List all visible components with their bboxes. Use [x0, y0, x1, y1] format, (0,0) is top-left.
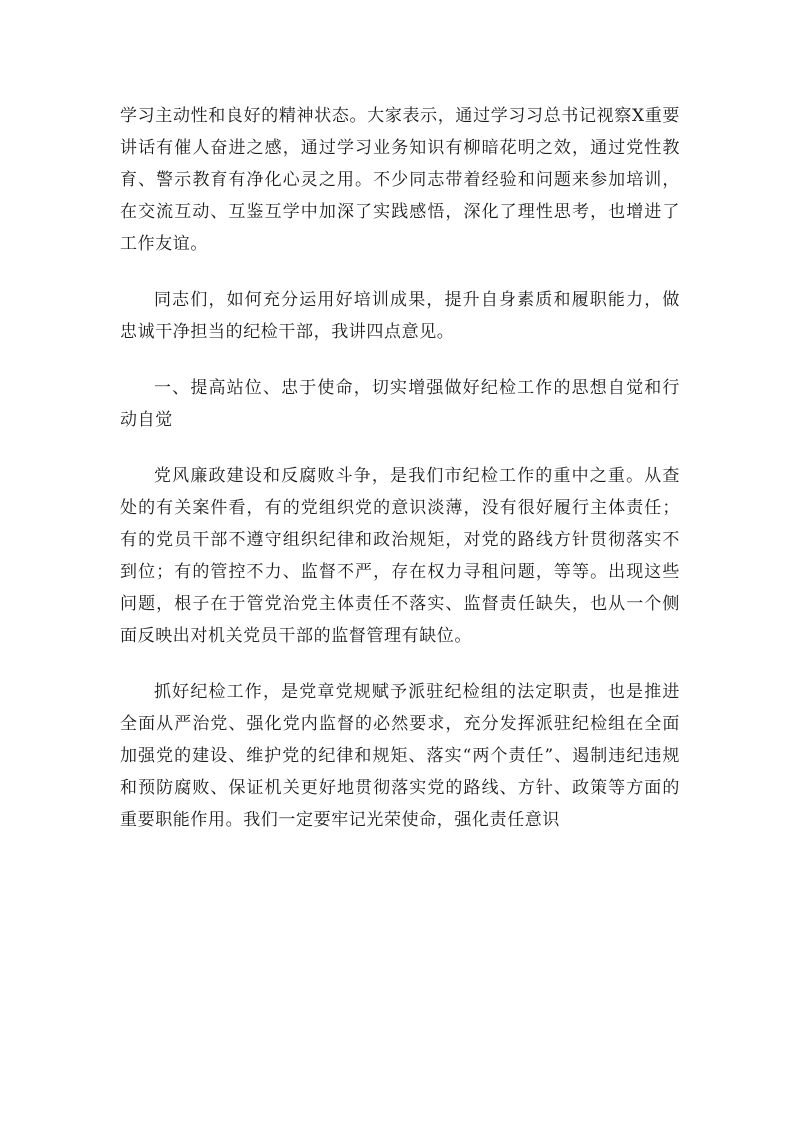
document-body	[120, 100, 680, 860]
paragraph-4: 抓好纪检工作，是党章党规赋予派驻纪检组的法定职责，也是推进全面从严治党、强化党内监督的必然要求，充分发挥派驻纪检组在全面加强党的建设、维护党的纪律和规矩、落实“两个责任”、遏制违纪违规和预防腐败、保证机关更好地贯彻落实党的路线、方针、政策等方面的重要职能作用。我们一定要牢记光荣使命，强化责任意识	[120, 682, 680, 830]
paragraph-3: 党风廉政建设和反腐败斗争，是我们市纪检工作的重中之重。从查处的有关案件看，有的党组织党的意识淡薄，没有很好履行主体责任；有的党员干部不遵守组织纪律和政治规矩，对党的路线方针贯彻落实不到位；有的管控不力、监督不严，存在权力寻租问题，等等。出现这些问题，根子在于管党治党主体责任不落实、监督责任缺失，也从一个侧面反映出对机关党员干部的监督管理有缺位。	[120, 466, 680, 646]
paragraph-1: 学习主动性和良好的精神状态。大家表示，通过学习习总书记视察X重要讲话有催人奋进之感，通过学习业务知识有柳暗花明之效，通过党性教育、警示教育有净化心灵之用。不少同志带着经验和问题来参加培训，在交流互动、互鉴互学中加深了实践感悟，深化了理性思考，也增进了工作友谊。	[120, 106, 680, 254]
paragraph-2: 同志们，如何充分运用好培训成果，提升自身素质和履职能力，做忠诚干净担当的纪检干部，我讲四点意见。	[120, 290, 680, 342]
section-heading-1: 一、提高站位、忠于使命，切实增强做好纪检工作的思想自觉和行动自觉	[120, 378, 680, 430]
